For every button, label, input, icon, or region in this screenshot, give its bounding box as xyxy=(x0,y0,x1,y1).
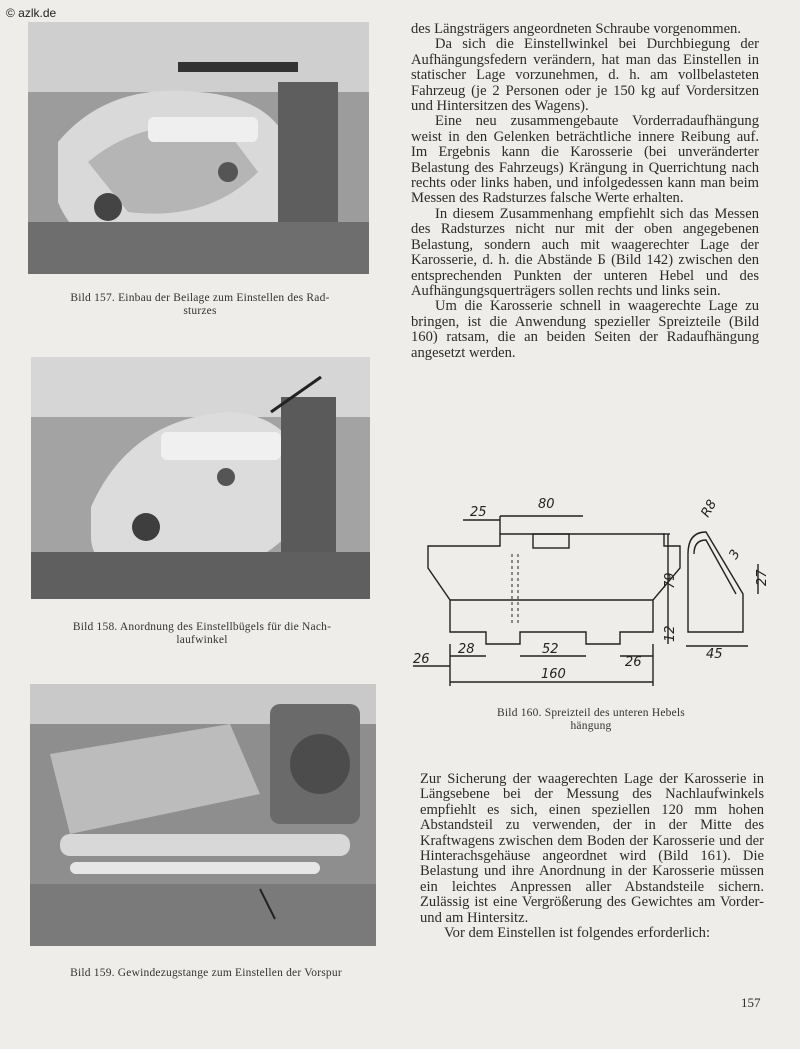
dim-12: 12 xyxy=(663,625,678,642)
paragraph: Eine neu zusammengebaute Vorderradaufhängung weist in den Gelenken beträchtliche innere Reibung auf. Im Ergebnis kann die Karosserie (bei unveränderter Belastung des Fahrzeugs) Krängung in Querrichtung nach rechts oder links haben, und infolgedessen kann man beim Messen des Radsturzes falsche Werte erhalten. xyxy=(411,113,759,207)
dim-28: 28 xyxy=(458,642,475,657)
caption-bild-160: Bild 160. Spreizteil des unteren Hebels hängung xyxy=(497,707,685,732)
dim-26-left: 26 xyxy=(413,652,430,667)
dim-45: 45 xyxy=(706,647,723,662)
photo-bild-157 xyxy=(28,22,369,274)
caption-bild-157: Bild 157. Einbau der Beilage zum Einstellen des Rad- sturzes xyxy=(70,292,330,317)
dim-26-right: 26 xyxy=(625,655,642,670)
paragraph: In diesem Zusammenhang empfiehlt sich das Messen des Radsturzes nicht nur mit der oben angegebenen Belastung, sondern auch mit waagerechter Lage der Karosserie, d. h. die Abstände Б (Bild 142) zwischen den entsprechenden Punkten der unteren Hebel und des Aufhängungsquerträgers sollen rechts und links sein. xyxy=(411,205,759,299)
technical-drawing-bild-160 xyxy=(408,494,773,694)
paragraph: Vor dem Einstellen ist folgendes erforderlich: xyxy=(444,925,710,942)
dim-79: 79 xyxy=(663,572,678,589)
paragraph: des Längsträgers angeordneten Schraube vorgenommen. xyxy=(411,21,742,37)
dim-160: 160 xyxy=(541,667,566,682)
caption-bild-158: Bild 158. Anordnung des Einstellbügels für die Nach- laufwinkel xyxy=(72,621,332,646)
watermark: © azlk.de xyxy=(6,6,57,20)
dim-27: 27 xyxy=(755,569,770,586)
dim-80: 80 xyxy=(538,497,555,512)
paragraph: Zur Sicherung der waagerechten Lage der Karosserie in Längsebene bei der Messung des Nachlaufwinkels empfiehlt es sich, einen speziellen 120 mm hohen Abstandsteil zu verwenden, der in der Mitte des Kraftwagens zwischen dem Boden der Karosserie und der Hinterachsgehäuse angeordnet wird (Bild 161). Die Belastung und ihre Anordnung in der Karosserie müssen ein leichtes Anpressen aller Abstandsteile sichern. Zulässig ist eine Vergrößerung des Gewichtes am Vorder- und am Hintersitz. xyxy=(420,771,764,926)
text-column-top xyxy=(411,22,759,361)
paragraph: Um die Karosserie schnell in waagerechte Lage zu bringen, ist die Anwendung spezieller Spreizteile (Bild 160) ratsam, die an beiden Seiten der Radaufhängung angesetzt werden. xyxy=(411,298,759,361)
dim-3: 3 xyxy=(726,547,744,562)
photo-bild-158 xyxy=(31,357,370,599)
dim-52: 52 xyxy=(542,642,559,657)
paragraph: Da sich die Einstellwinkel bei Durchbiegung der Aufhängungsfedern verändern, hat man das Einstellen in statischer Lage vorzunehmen, d. h. am vollbelasteten Fahrzeug (je 2 Personen oder je 150 kg auf Vordersitzen und Hintersitzen des Wagens). xyxy=(411,36,759,115)
dim-25: 25 xyxy=(470,505,487,520)
text-column-bottom xyxy=(420,772,764,941)
dim-r8: R8 xyxy=(698,497,721,520)
caption-bild-159: Bild 159. Gewindezugstange zum Einstellen der Vorspur xyxy=(70,967,342,979)
photo-bild-159 xyxy=(30,684,376,946)
page-number: 157 xyxy=(741,995,761,1010)
